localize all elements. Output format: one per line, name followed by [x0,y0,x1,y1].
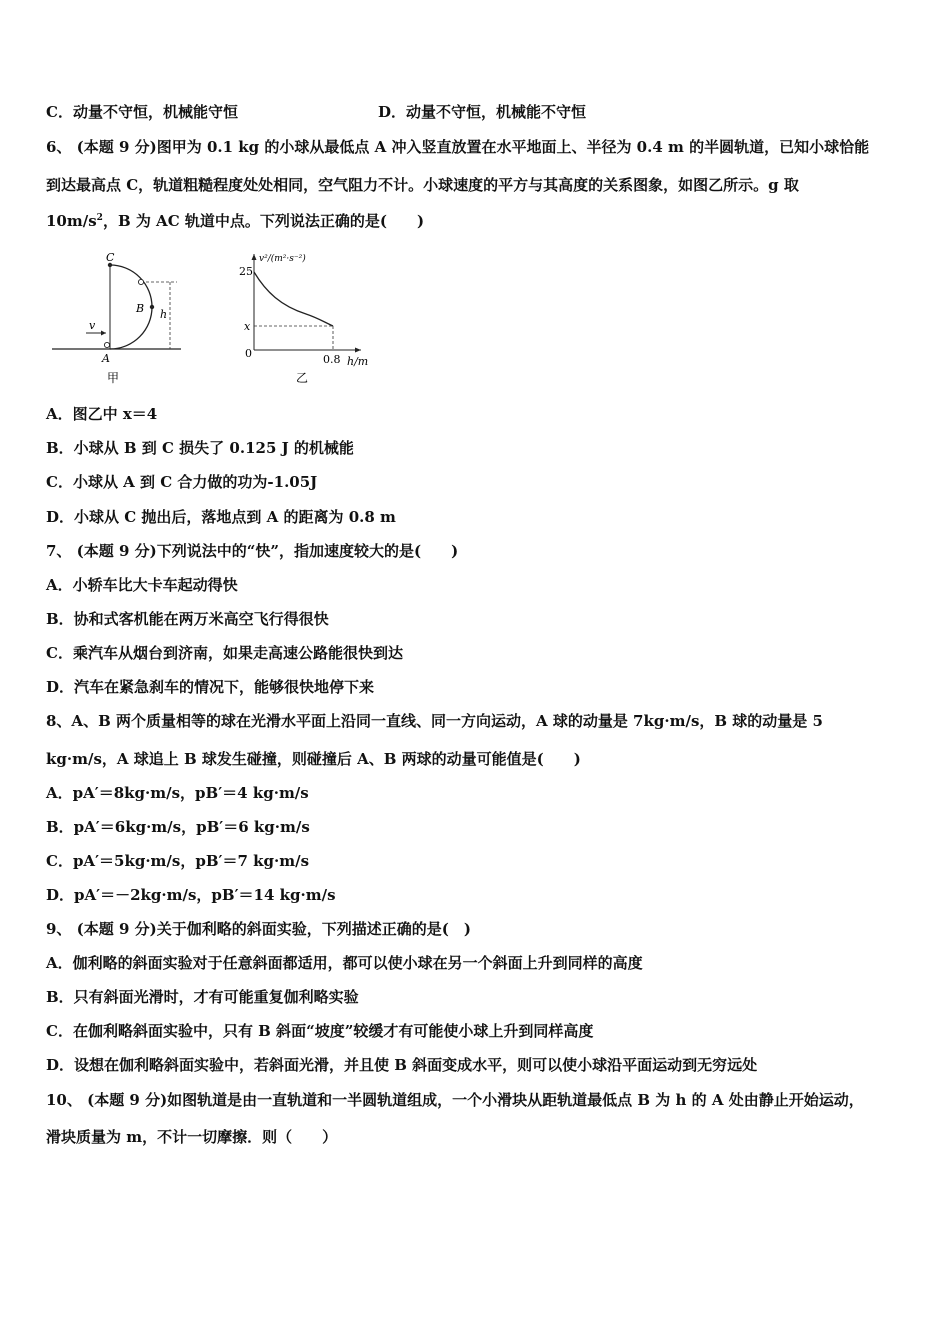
q6-option-d: D．小球从 C 抛出后，落地点到 A 的距离为 0.8 m [46,508,396,526]
q8-option-c: C．pA′＝5kg·m/s，pB′＝7 kg·m/s [46,852,310,870]
q6-stem-line2: 到达最高点 C，轨道粗糙程度处处相同，空气阻力不计。小球速度的平方与其高度的关系图象，如图乙所示。g 取 [46,176,799,194]
q6-option-c: C．小球从 A 到 C 合力做的功为-1.05J [46,473,318,491]
tick-x: x [244,320,251,333]
q6-option-a: A．图乙中 x＝4 [46,405,158,423]
tick-08: 0.8 [323,353,341,366]
ball-upper [138,279,143,284]
q6-figure-jia [46,248,196,388]
q8-option-a: A．pA′＝8kg·m/s，pB′＝4 kg·m/s [46,784,309,802]
point-b [150,305,154,309]
caption-yi: 乙 [296,371,309,385]
y-axis-arrowhead [252,254,257,260]
q6-figure-yi [236,244,386,388]
q10-stem-line2: 滑块质量为 m，不计一切摩擦．则（ ） [46,1128,338,1146]
ball-at-a [104,342,109,347]
q6-stem-line3 [46,210,424,232]
label-v: v [89,319,96,332]
q9-stem: 9、 (本题 9 分)关于伽利略的斜面实验，下列描述正确的是( ) [46,920,471,938]
q10-stem-line1: 10、 (本题 9 分)如图轨道是由一直轨道和一半圆轨道组成，一个小滑块从距轨道最低点 B 为 h 的 A 处由静止开始运动， [46,1091,864,1109]
x-axis-arrowhead [355,348,361,353]
q5-option-d: D．动量不守恒，机械能不守恒 [378,103,587,121]
tick-25: 25 [239,265,253,278]
caption-jia: 甲 [107,371,120,385]
q6-g-exponent: 2 [96,213,103,223]
x-axis-label: h/m [347,355,369,368]
v2-h-curve [254,272,333,326]
q9-option-d: D．设想在伽利略斜面实验中，若斜面光滑，并且使 B 斜面变成水平，则可以使小球沿平面运动到无穷远处 [46,1056,758,1074]
q9-option-a: A．伽利略的斜面实验对于任意斜面都适用，都可以使小球在另一个斜面上升到同样的高度 [46,954,643,972]
q8-option-b: B．pA′＝6kg·m/s，pB′＝6 kg·m/s [46,818,310,836]
label-b: B [136,302,145,315]
label-a: A [102,352,110,365]
label-c: C [106,251,115,264]
velocity-arrowhead [101,331,106,336]
q9-option-b: B．只有斜面光滑时，才有可能重复伽利略实验 [46,988,359,1006]
q6-stem-line1: 6、 (本题 9 分)图甲为 0.1 kg 的小球从最低点 A 冲入竖直放置在水平地面上、半径为 0.4 m 的半圆轨道，已知小球恰能 [46,138,870,156]
label-h: h [160,308,168,321]
q7-option-d: D．汽车在紧急刹车的情况下，能够很快地停下来 [46,678,375,696]
q7-option-c: C．乘汽车从烟台到济南，如果走高速公路能很快到达 [46,644,403,662]
q5-option-c: C．动量不守恒，机械能守恒 [46,103,238,121]
q8-stem-line2: kg·m/s，A 球追上 B 球发生碰撞，则碰撞后 A、B 两球的动量可能值是( ) [46,750,581,768]
q6-option-b: B．小球从 B 到 C 损失了 0.125 J 的机械能 [46,439,354,457]
q9-option-c: C．在伽利略斜面实验中，只有 B 斜面“坡度”较缓才有可能使小球上升到同样高度 [46,1022,594,1040]
q7-option-a: A．小轿车比大卡车起动得快 [46,576,238,594]
tick-0: 0 [245,347,252,360]
q8-option-d: D．pA′＝－2kg·m/s，pB′＝14 kg·m/s [46,886,336,904]
q7-option-b: B．协和式客机能在两万米高空飞行得很快 [46,610,329,628]
semicircle-track [110,265,152,349]
q7-stem: 7、 (本题 9 分)下列说法中的“快”，指加速度较大的是( ) [46,542,459,560]
q8-stem-line1: 8、A、B 两个质量相等的球在光滑水平面上沿同一直线、同一方向运动，A 球的动量是 7kg·m/s，B 球的动量是 5 [46,712,823,730]
q6-g-value: 10m/s [46,212,97,230]
q6-stem-line3-rest: ，B 为 AC 轨道中点。下列说法正确的是( ) [102,212,425,230]
y-axis-label: v²/(m²·s⁻²) [259,254,306,264]
